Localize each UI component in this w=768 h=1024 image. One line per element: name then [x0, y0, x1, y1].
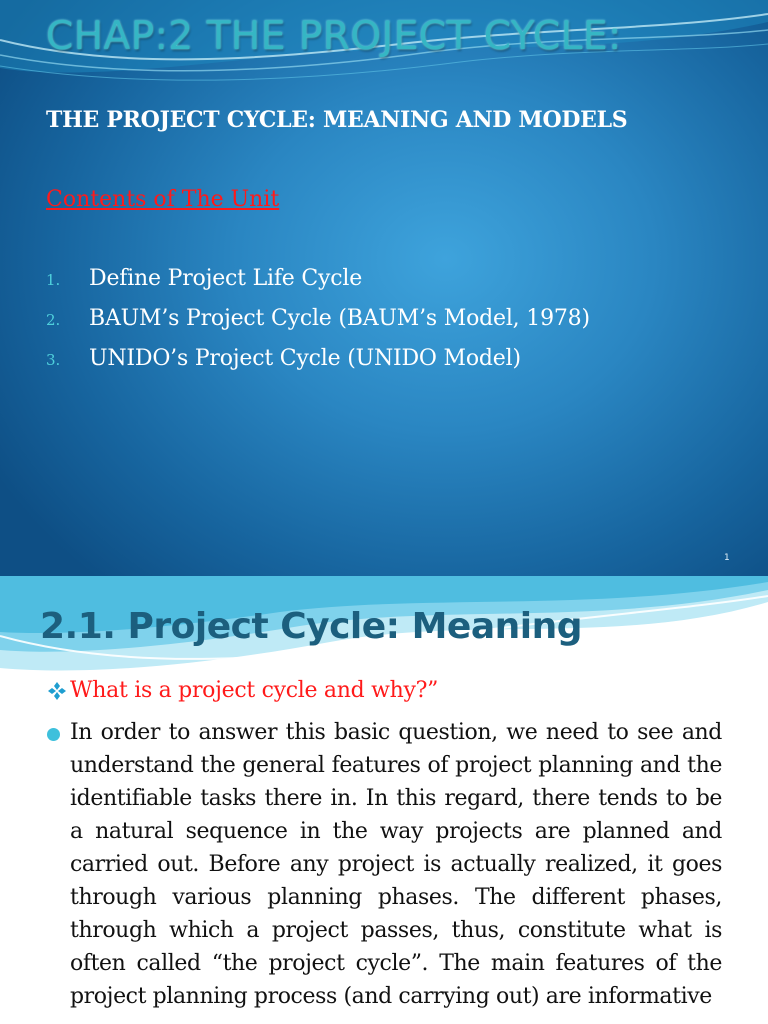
- list-item-text: Define Project Life Cycle: [89, 266, 363, 291]
- question-text: What is a project cycle and why?”: [70, 678, 439, 703]
- slide-1-subtitle: THE PROJECT CYCLE: MEANING AND MODELS: [46, 107, 628, 133]
- list-item-number: 1.: [46, 271, 61, 289]
- round-bullet-icon: [47, 728, 60, 741]
- list-item: [46, 266, 590, 306]
- list-item-number: 3.: [46, 351, 61, 369]
- contents-heading: Contents of The Unit: [46, 187, 280, 212]
- question-line: [46, 678, 438, 703]
- body-paragraph: In order to answer this basic question, we need to see and understand the general features of project planning and the identifiable tasks there in. In this regard, there tends to be a natural sequence in the way projects are planned and carried out. Before any project is actually realized, it goes through various planning phases. The different phases, through which a project passes, thus, constitute what is often called “the project cycle”. The main features of the project planning process (and carrying out) are informative: [70, 720, 722, 1009]
- diamond-bullet-icon: [46, 680, 68, 702]
- slide-2: [0, 576, 768, 1024]
- list-item-text: BAUM’s Project Cycle (BAUM’s Model, 1978): [89, 306, 590, 331]
- slide-1-title: CHAP:2 THE PROJECT CYCLE:: [46, 14, 622, 59]
- list-item-number: 2.: [46, 311, 61, 329]
- contents-list: [46, 266, 590, 386]
- slide-2-title: 2.1. Project Cycle: Meaning: [40, 606, 583, 647]
- list-item-text: UNIDO’s Project Cycle (UNIDO Model): [89, 346, 521, 371]
- list-item: [46, 346, 590, 386]
- page-number: 1: [724, 553, 730, 563]
- list-item: [46, 306, 590, 346]
